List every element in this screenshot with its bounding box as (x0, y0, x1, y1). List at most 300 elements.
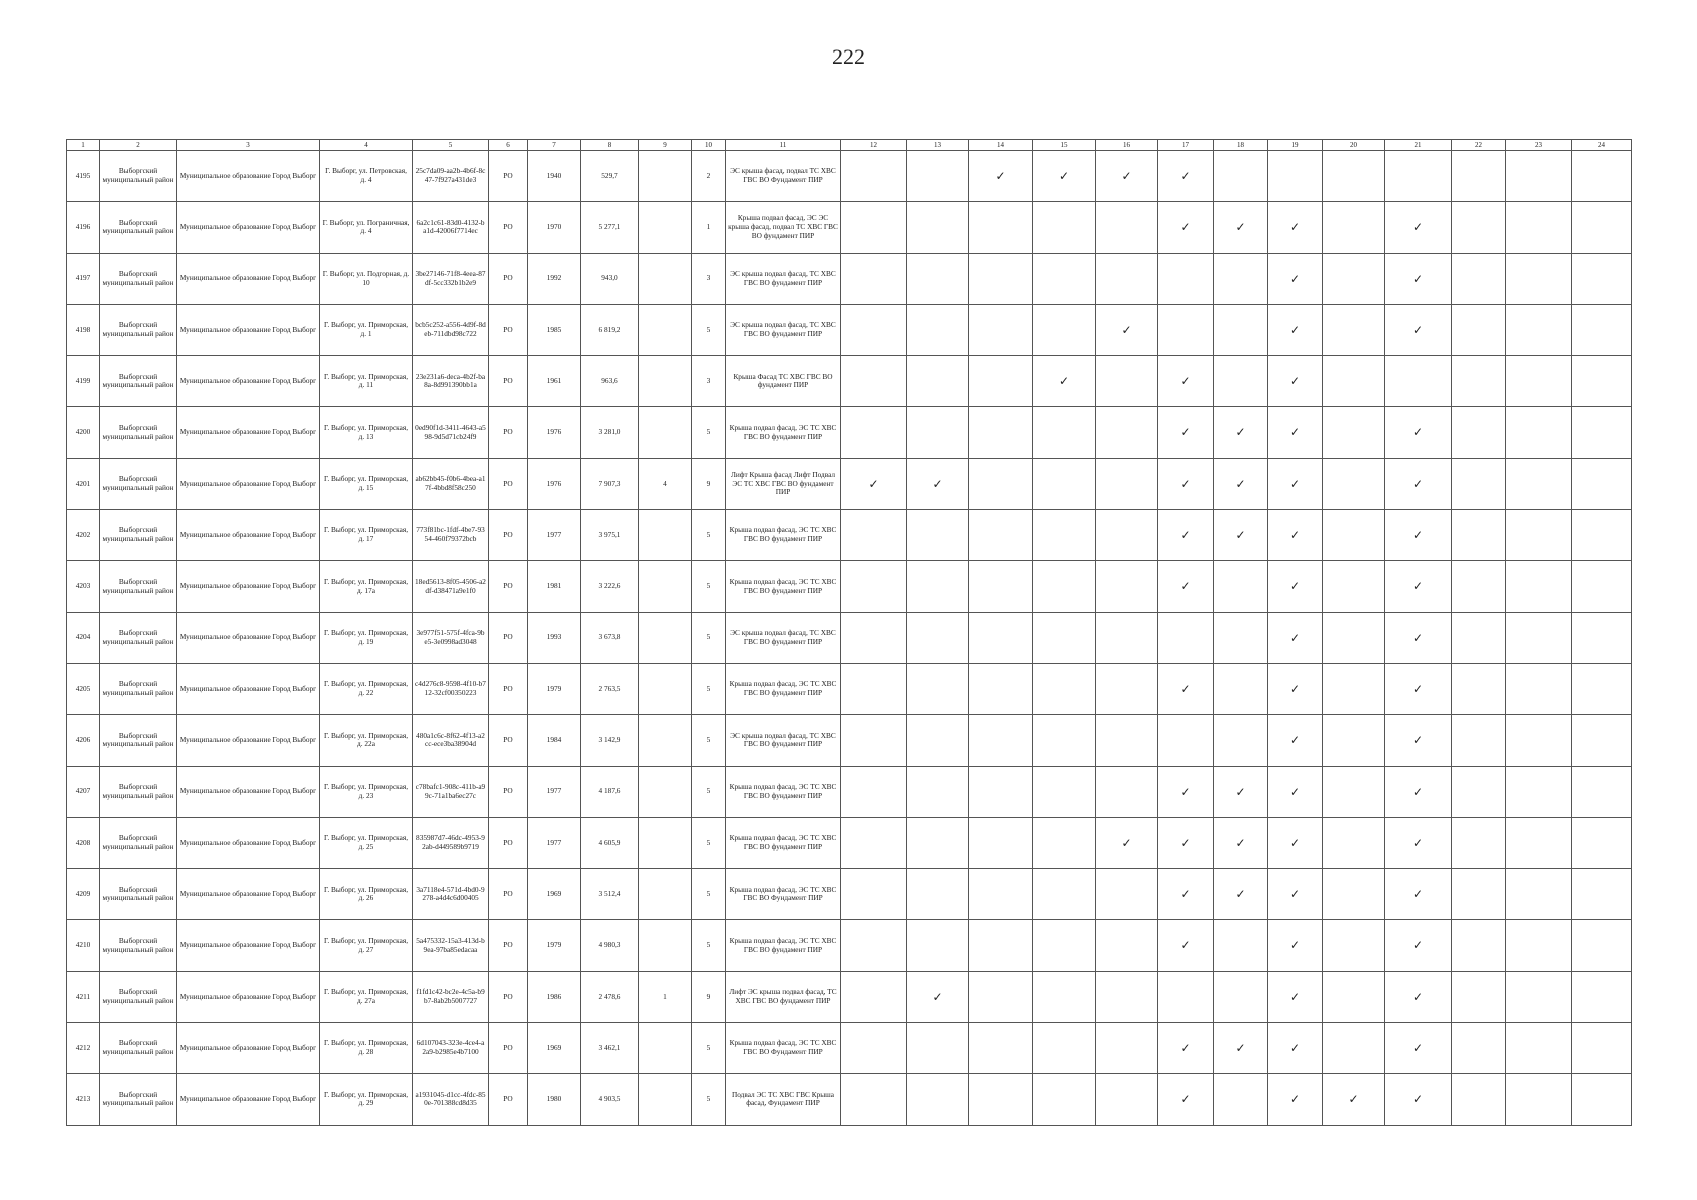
municipality-cell: Муниципальное образование Город Выборг (177, 920, 320, 971)
check-mark-icon: ✓ (1412, 528, 1424, 543)
year-cell: 1980 (528, 1074, 581, 1125)
empty-cell (1214, 971, 1268, 1022)
area-cell: 4 903,5 (581, 1074, 639, 1125)
check-mark-icon: ✓ (1412, 271, 1424, 286)
empty-cell (1214, 612, 1268, 663)
empty-cell (1214, 151, 1268, 202)
area-cell: 2 478,6 (581, 971, 639, 1022)
row-number: 4210 (67, 920, 100, 971)
empty-cell (1572, 407, 1632, 458)
house-id-cell: 773f81bc-1fdf-4be7-9354-460f79372bcb (413, 510, 489, 561)
empty-cell (841, 920, 907, 971)
empty-cell (1506, 458, 1572, 509)
empty-cell (969, 561, 1033, 612)
column-number: 21 (1385, 140, 1452, 151)
col9-cell (639, 253, 692, 304)
empty-cell (969, 356, 1033, 407)
check-mark-cell (1385, 561, 1452, 612)
empty-cell (1096, 1023, 1158, 1074)
empty-cell (1033, 561, 1096, 612)
year-cell: 1976 (528, 407, 581, 458)
col9-cell (639, 151, 692, 202)
col9-cell (639, 304, 692, 355)
table-row (67, 715, 1632, 766)
col10-cell: 5 (692, 561, 726, 612)
empty-cell (907, 1074, 969, 1125)
area-cell: 3 975,1 (581, 510, 639, 561)
check-mark-icon: ✓ (1289, 784, 1301, 799)
area-cell: 3 281,0 (581, 407, 639, 458)
year-cell: 1979 (528, 920, 581, 971)
empty-cell (1158, 253, 1214, 304)
row-number: 4195 (67, 151, 100, 202)
empty-cell (969, 202, 1033, 253)
empty-cell (1323, 663, 1385, 714)
empty-cell (1033, 1074, 1096, 1125)
address-cell: Г. Выборг, ул. Приморская, д. 26 (320, 869, 413, 920)
col9-cell (639, 407, 692, 458)
empty-cell (841, 356, 907, 407)
type-cell: РО (489, 1023, 528, 1074)
empty-cell (1572, 663, 1632, 714)
area-cell: 3 673,8 (581, 612, 639, 663)
empty-cell (907, 715, 969, 766)
check-mark-cell (1385, 202, 1452, 253)
empty-cell (1096, 202, 1158, 253)
row-number: 4208 (67, 817, 100, 868)
empty-cell (1096, 715, 1158, 766)
check-mark-cell (1158, 869, 1214, 920)
empty-cell (1385, 356, 1452, 407)
district-cell: Выборгский муниципальный район (100, 1074, 177, 1125)
area-cell: 3 222,6 (581, 561, 639, 612)
check-mark-cell (1268, 663, 1323, 714)
row-number: 4202 (67, 510, 100, 561)
year-cell: 1981 (528, 561, 581, 612)
house-id-cell: 0ed90f1d-3411-4643-a598-9d5d71cb24f9 (413, 407, 489, 458)
col10-cell: 5 (692, 304, 726, 355)
check-mark-icon: ✓ (1121, 322, 1132, 337)
check-mark-icon: ✓ (868, 476, 879, 491)
municipality-cell: Муниципальное образование Город Выборг (177, 817, 320, 868)
table-row (67, 202, 1632, 253)
check-mark-cell (1385, 869, 1452, 920)
type-cell: РО (489, 561, 528, 612)
col9-cell (639, 202, 692, 253)
empty-cell (1572, 612, 1632, 663)
year-cell: 1969 (528, 869, 581, 920)
empty-cell (1506, 1023, 1572, 1074)
municipality-cell: Муниципальное образование Город Выборг (177, 612, 320, 663)
empty-cell (1572, 766, 1632, 817)
table-row (67, 1074, 1632, 1125)
empty-cell (1323, 869, 1385, 920)
check-mark-icon: ✓ (1058, 168, 1070, 183)
check-mark-cell (1268, 253, 1323, 304)
year-cell: 1969 (528, 1023, 581, 1074)
area-cell: 4 187,6 (581, 766, 639, 817)
check-mark-cell (1385, 253, 1452, 304)
municipality-cell: Муниципальное образование Город Выборг (177, 458, 320, 509)
empty-cell (841, 715, 907, 766)
col9-cell (639, 869, 692, 920)
check-mark-icon: ✓ (1180, 476, 1191, 491)
year-cell: 1986 (528, 971, 581, 1022)
works-cell: Лифт ЭС крыша подвал фасад, ТС ХВС ГВС ВО фундамент ПИР (726, 971, 841, 1022)
row-number: 4206 (67, 715, 100, 766)
table-row (67, 766, 1632, 817)
table-row (67, 561, 1632, 612)
column-number: 13 (907, 140, 969, 151)
check-mark-icon: ✓ (1180, 374, 1191, 389)
municipality-cell: Муниципальное образование Город Выборг (177, 561, 320, 612)
empty-cell (841, 561, 907, 612)
municipality-cell: Муниципальное образование Город Выборг (177, 304, 320, 355)
type-cell: РО (489, 920, 528, 971)
check-mark-cell (1268, 356, 1323, 407)
address-cell: Г. Выборг, ул. Приморская, д. 23 (320, 766, 413, 817)
empty-cell (907, 407, 969, 458)
row-number: 4200 (67, 407, 100, 458)
empty-cell (1323, 458, 1385, 509)
empty-cell (1506, 971, 1572, 1022)
check-mark-cell (1385, 971, 1452, 1022)
empty-cell (1572, 1074, 1632, 1125)
address-cell: Г. Выборг, ул. Приморская, д. 17а (320, 561, 413, 612)
column-number: 3 (177, 140, 320, 151)
empty-cell (1323, 971, 1385, 1022)
empty-cell (1452, 202, 1506, 253)
empty-cell (1452, 663, 1506, 714)
check-mark-icon: ✓ (1235, 835, 1246, 850)
address-cell: Г. Выборг, ул. Приморская, д. 17 (320, 510, 413, 561)
empty-cell (1572, 1023, 1632, 1074)
column-number: 23 (1506, 140, 1572, 151)
type-cell: РО (489, 971, 528, 1022)
row-number: 4207 (67, 766, 100, 817)
check-mark-icon: ✓ (1180, 425, 1191, 440)
house-id-cell: 6a2c1c61-83d0-4132-ba1d-42006f7714ec (413, 202, 489, 253)
empty-cell (1452, 151, 1506, 202)
check-mark-icon: ✓ (1289, 476, 1301, 491)
empty-cell (907, 561, 969, 612)
works-cell: Подвал ЭС ТС ХВС ГВС Крыша фасад, Фундамент ПИР (726, 1074, 841, 1125)
address-cell: Г. Выборг, ул. Приморская, д. 27 (320, 920, 413, 971)
check-mark-icon: ✓ (1289, 989, 1301, 1004)
year-cell: 1993 (528, 612, 581, 663)
column-number: 16 (1096, 140, 1158, 151)
check-mark-icon: ✓ (1289, 271, 1301, 286)
address-cell: Г. Выборг, ул. Приморская, д. 13 (320, 407, 413, 458)
empty-cell (907, 869, 969, 920)
col9-cell (639, 1023, 692, 1074)
check-mark-icon: ✓ (1289, 681, 1301, 696)
check-mark-cell (1268, 561, 1323, 612)
empty-cell (1158, 304, 1214, 355)
year-cell: 1979 (528, 663, 581, 714)
empty-cell (1572, 253, 1632, 304)
empty-cell (1452, 715, 1506, 766)
column-number: 6 (489, 140, 528, 151)
year-cell: 1977 (528, 510, 581, 561)
works-cell: Крыша подвал фасад, ЭС ТС ХВС ГВС ВО фундамент ПИР (726, 817, 841, 868)
works-cell: ЭС крыша подвал фасад, ТС ХВС ГВС ВО фундамент ПИР (726, 612, 841, 663)
district-cell: Выборгский муниципальный район (100, 253, 177, 304)
check-mark-icon: ✓ (1289, 887, 1301, 902)
type-cell: РО (489, 253, 528, 304)
col10-cell: 5 (692, 612, 726, 663)
empty-cell (1572, 304, 1632, 355)
empty-cell (1452, 561, 1506, 612)
empty-cell (1323, 407, 1385, 458)
check-mark-icon: ✓ (1289, 1041, 1301, 1055)
row-number: 4196 (67, 202, 100, 253)
district-cell: Выборгский муниципальный район (100, 612, 177, 663)
empty-cell (969, 510, 1033, 561)
check-mark-cell (1158, 766, 1214, 817)
empty-cell (841, 971, 907, 1022)
check-mark-icon: ✓ (1289, 733, 1301, 748)
works-cell: ЭС крыша подвал фасад, ТС ХВС ГВС ВО фундамент ПИР (726, 253, 841, 304)
empty-cell (841, 612, 907, 663)
empty-cell (1033, 663, 1096, 714)
area-cell: 7 907,3 (581, 458, 639, 509)
check-mark-cell (1268, 869, 1323, 920)
empty-cell (907, 663, 969, 714)
check-mark-cell (1385, 817, 1452, 868)
address-cell: Г. Выборг, ул. Приморская, д. 15 (320, 458, 413, 509)
check-mark-cell (1096, 817, 1158, 868)
house-id-cell: 835987d7-46dc-4953-92ab-d449589b9719 (413, 817, 489, 868)
area-cell: 2 763,5 (581, 663, 639, 714)
house-id-cell: 25c7da09-aa2b-4b6f-8c47-7f927a431de3 (413, 151, 489, 202)
type-cell: РО (489, 817, 528, 868)
address-cell: Г. Выборг, ул. Пограничная, д. 4 (320, 202, 413, 253)
check-mark-icon: ✓ (1412, 425, 1424, 440)
empty-cell (1096, 971, 1158, 1022)
empty-cell (1268, 151, 1323, 202)
table-row (67, 304, 1632, 355)
empty-cell (907, 817, 969, 868)
works-cell: Крыша Фасад ТС ХВС ГВС ВО фундамент ПИР (726, 356, 841, 407)
empty-cell (1214, 356, 1268, 407)
municipality-cell: Муниципальное образование Город Выборг (177, 510, 320, 561)
house-id-cell: 5a475332-15a3-413d-b9ea-97ba85edacaa (413, 920, 489, 971)
empty-cell (1506, 407, 1572, 458)
col10-cell: 5 (692, 510, 726, 561)
empty-cell (1452, 971, 1506, 1022)
table-row (67, 253, 1632, 304)
check-mark-cell (907, 971, 969, 1022)
empty-cell (841, 304, 907, 355)
table-row (67, 817, 1632, 868)
check-mark-icon: ✓ (1412, 1041, 1424, 1055)
empty-cell (1096, 253, 1158, 304)
empty-cell (1096, 869, 1158, 920)
year-cell: 1961 (528, 356, 581, 407)
empty-cell (1452, 458, 1506, 509)
type-cell: РО (489, 151, 528, 202)
district-cell: Выборгский муниципальный район (100, 715, 177, 766)
area-cell: 4 980,3 (581, 920, 639, 971)
empty-cell (1033, 766, 1096, 817)
area-cell: 943,0 (581, 253, 639, 304)
empty-cell (907, 510, 969, 561)
empty-cell (969, 869, 1033, 920)
works-cell: Крыша подвал фасад, ЭС ЭС крыша фасад, подвал ТС ХВС ГВС ВО фундамент ПИР (726, 202, 841, 253)
type-cell: РО (489, 510, 528, 561)
check-mark-cell (1268, 1023, 1323, 1074)
empty-cell (1572, 715, 1632, 766)
district-cell: Выборгский муниципальный район (100, 510, 177, 561)
empty-cell (1033, 458, 1096, 509)
check-mark-icon: ✓ (1412, 476, 1424, 491)
check-mark-icon: ✓ (1289, 528, 1301, 543)
col10-cell: 1 (692, 202, 726, 253)
table-row (67, 510, 1632, 561)
col10-cell: 9 (692, 458, 726, 509)
check-mark-icon: ✓ (1412, 322, 1424, 337)
area-cell: 3 142,9 (581, 715, 639, 766)
empty-cell (1323, 202, 1385, 253)
address-cell: Г. Выборг, ул. Приморская, д. 28 (320, 1023, 413, 1074)
row-number: 4201 (67, 458, 100, 509)
empty-cell (1096, 458, 1158, 509)
works-cell: Крыша подвал фасад, ЭС ТС ХВС ГВС ВО фундамент ПИР (726, 766, 841, 817)
empty-cell (907, 612, 969, 663)
col10-cell: 5 (692, 663, 726, 714)
empty-cell (907, 1023, 969, 1074)
column-number: 18 (1214, 140, 1268, 151)
check-mark-icon: ✓ (1235, 425, 1246, 440)
check-mark-icon: ✓ (1121, 835, 1132, 850)
table-row (67, 151, 1632, 202)
row-number: 4213 (67, 1074, 100, 1125)
empty-cell (1506, 151, 1572, 202)
empty-cell (1506, 920, 1572, 971)
col10-cell: 5 (692, 715, 726, 766)
municipality-cell: Муниципальное образование Город Выборг (177, 202, 320, 253)
check-mark-icon: ✓ (995, 168, 1006, 183)
empty-cell (1323, 253, 1385, 304)
col10-cell: 5 (692, 869, 726, 920)
municipality-cell: Муниципальное образование Город Выборг (177, 766, 320, 817)
check-mark-cell (1268, 510, 1323, 561)
municipality-cell: Муниципальное образование Город Выборг (177, 971, 320, 1022)
works-cell: Крыша подвал фасад, ЭС ТС ХВС ГВС ВО фундамент ПИР (726, 510, 841, 561)
empty-cell (1158, 612, 1214, 663)
house-id-cell: 23e231a6-deca-4b2f-ba8a-8d991390bb1a (413, 356, 489, 407)
house-id-cell: c4d276c8-9598-4f10-b712-32cf00350223 (413, 663, 489, 714)
empty-cell (1323, 612, 1385, 663)
table-row (67, 971, 1632, 1022)
empty-cell (1323, 715, 1385, 766)
house-id-cell: ab62bb45-f0b6-4bea-a17f-4bbd8f58c250 (413, 458, 489, 509)
empty-cell (1452, 612, 1506, 663)
col9-cell (639, 356, 692, 407)
check-mark-cell (1323, 1074, 1385, 1125)
check-mark-cell (1214, 1023, 1268, 1074)
check-mark-icon: ✓ (1235, 784, 1246, 799)
empty-cell (969, 715, 1033, 766)
empty-cell (1506, 304, 1572, 355)
house-id-cell: a1931045-d1cc-4fdc-850e-701388cd8d35 (413, 1074, 489, 1125)
type-cell: РО (489, 356, 528, 407)
check-mark-cell (1385, 458, 1452, 509)
year-cell: 1976 (528, 458, 581, 509)
check-mark-cell (1033, 356, 1096, 407)
empty-cell (1096, 920, 1158, 971)
area-cell: 963,6 (581, 356, 639, 407)
col9-cell (639, 1074, 692, 1125)
empty-cell (1096, 510, 1158, 561)
address-cell: Г. Выборг, ул. Приморская, д. 22а (320, 715, 413, 766)
empty-cell (1323, 561, 1385, 612)
year-cell: 1970 (528, 202, 581, 253)
empty-cell (1506, 561, 1572, 612)
check-mark-cell (1158, 920, 1214, 971)
col10-cell: 5 (692, 1023, 726, 1074)
empty-cell (1323, 510, 1385, 561)
works-cell: Крыша подвал фасад, ЭС ТС ХВС ГВС ВО фундамент ПИР (726, 407, 841, 458)
municipality-cell: Муниципальное образование Город Выборг (177, 663, 320, 714)
empty-cell (1572, 817, 1632, 868)
check-mark-cell (1214, 869, 1268, 920)
check-mark-cell (1268, 817, 1323, 868)
area-cell: 5 277,1 (581, 202, 639, 253)
page-number: 222 (832, 44, 865, 69)
empty-cell (1158, 971, 1214, 1022)
check-mark-icon: ✓ (1180, 938, 1191, 953)
empty-cell (841, 817, 907, 868)
empty-cell (1096, 1074, 1158, 1125)
check-mark-icon: ✓ (1180, 1092, 1191, 1107)
table-row (67, 869, 1632, 920)
check-mark-cell (1268, 920, 1323, 971)
check-mark-cell (1385, 663, 1452, 714)
address-cell: Г. Выборг, ул. Приморская, д. 25 (320, 817, 413, 868)
check-mark-icon: ✓ (1412, 938, 1424, 953)
empty-cell (1385, 151, 1452, 202)
empty-cell (907, 202, 969, 253)
address-cell: Г. Выборг, ул. Приморская, д. 19 (320, 612, 413, 663)
check-mark-icon: ✓ (1289, 220, 1301, 235)
check-mark-icon: ✓ (1289, 579, 1301, 594)
check-mark-cell (1268, 202, 1323, 253)
check-mark-icon: ✓ (1235, 476, 1246, 491)
empty-cell (1452, 920, 1506, 971)
empty-cell (969, 458, 1033, 509)
year-cell: 1984 (528, 715, 581, 766)
check-mark-icon: ✓ (1180, 220, 1191, 235)
column-number: 1 (67, 140, 100, 151)
empty-cell (1506, 612, 1572, 663)
empty-cell (841, 151, 907, 202)
check-mark-cell (841, 458, 907, 509)
empty-cell (1572, 869, 1632, 920)
check-mark-cell (1385, 920, 1452, 971)
col9-cell (639, 510, 692, 561)
works-cell: ЭС крыша фасад, подвал ТС ХВС ГВС ВО Фундамент ПИР (726, 151, 841, 202)
empty-cell (1572, 920, 1632, 971)
column-number-row (67, 140, 1632, 151)
check-mark-icon: ✓ (1412, 887, 1424, 902)
check-mark-cell (1214, 766, 1268, 817)
empty-cell (907, 304, 969, 355)
check-mark-cell (1268, 1074, 1323, 1125)
empty-cell (1214, 663, 1268, 714)
area-cell: 529,7 (581, 151, 639, 202)
